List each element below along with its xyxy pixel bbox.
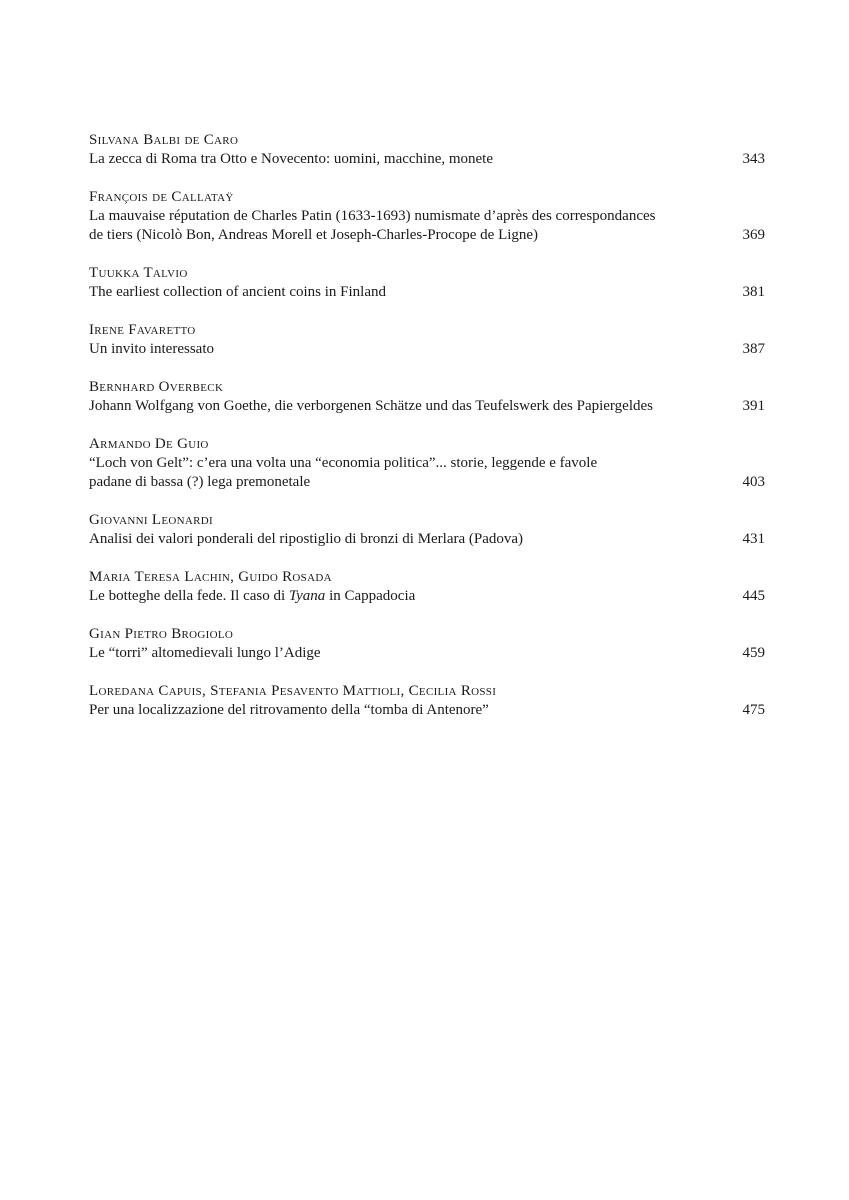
entry-author: Giovanni Leonardi <box>89 512 213 528</box>
toc-entry <box>89 435 765 492</box>
toc-entry <box>89 131 765 169</box>
entry-title-line: Johann Wolfgang von Goethe, die verborgenen Schätze und das Teufelswerk des Papiergeldes <box>89 398 653 414</box>
entry-title <box>89 587 765 606</box>
entry-page-number: 445 <box>742 588 765 604</box>
entry-title-line: de tiers (Nicolò Bon, Andreas Morell et Joseph-Charles-Procope de Ligne) <box>89 227 539 243</box>
entry-title <box>89 701 765 720</box>
entry-title-text: Le botteghe della fede. Il caso di <box>89 588 289 604</box>
entry-author: Bernhard Overbeck <box>89 379 224 395</box>
entry-title-line: Le “torri” altomedievali lungo l’Adige <box>89 645 321 661</box>
entry-title <box>89 150 765 169</box>
entry-title <box>89 283 765 302</box>
table-of-contents <box>89 131 765 739</box>
entry-page-number: 431 <box>742 531 765 547</box>
entry-title <box>89 454 765 492</box>
entry-page-number: 369 <box>742 227 765 243</box>
entry-title-line: Analisi dei valori ponderali del ripostiglio di bronzi di Merlara (Padova) <box>89 531 524 547</box>
entry-page-number: 475 <box>742 702 765 718</box>
entry-title <box>89 644 765 663</box>
entry-author: François de Callataÿ <box>89 189 234 205</box>
entry-author: Irene Favaretto <box>89 322 196 338</box>
entry-title-line: Un invito interessato <box>89 341 214 357</box>
toc-entry <box>89 378 765 416</box>
toc-entry <box>89 568 765 606</box>
entry-title-text: in Cappadocia <box>325 588 416 604</box>
toc-entry <box>89 511 765 549</box>
entry-author: Tuukka Talvio <box>89 265 188 281</box>
entry-page-number: 391 <box>742 398 765 414</box>
toc-entry <box>89 682 765 720</box>
toc-entry <box>89 321 765 359</box>
entry-title-line: Per una localizzazione del ritrovamento della “tomba di Antenore” <box>89 702 489 718</box>
entry-title-line <box>89 587 721 606</box>
entry-title <box>89 397 765 416</box>
entry-title <box>89 340 765 359</box>
entry-page-number: 403 <box>742 474 765 490</box>
entry-author: Armando De Guio <box>89 436 209 452</box>
entry-title-line: La zecca di Roma tra Otto e Novecento: uomini, macchine, monete <box>89 151 494 167</box>
entry-page-number: 381 <box>742 284 765 300</box>
entry-author: Silvana Balbi de Caro <box>89 132 239 148</box>
entry-title-italic: Tyana <box>288 588 326 604</box>
entry-author: Maria Teresa Lachin, Guido Rosada <box>89 569 332 585</box>
entry-title-line: “Loch von Gelt”: c’era una volta una “economia politica”... storie, leggende e favole <box>89 455 598 471</box>
entry-title <box>89 207 765 245</box>
entry-page-number: 459 <box>742 645 765 661</box>
entry-title <box>89 530 765 549</box>
entry-title-line: La mauvaise réputation de Charles Patin (1633-1693) numismate d’après des correspondances <box>89 208 656 224</box>
entry-page-number: 387 <box>742 341 765 357</box>
entry-author: Gian Pietro Brogiolo <box>89 626 234 642</box>
toc-entry <box>89 264 765 302</box>
toc-entry <box>89 625 765 663</box>
entry-title-line: padane di bassa (?) lega premonetale <box>89 474 311 490</box>
entry-author: Loredana Capuis, Stefania Pesavento Mattioli, Cecilia Rossi <box>89 683 497 699</box>
entry-page-number: 343 <box>742 151 765 167</box>
toc-entry <box>89 188 765 245</box>
entry-title-line: The earliest collection of ancient coins in Finland <box>89 284 386 300</box>
